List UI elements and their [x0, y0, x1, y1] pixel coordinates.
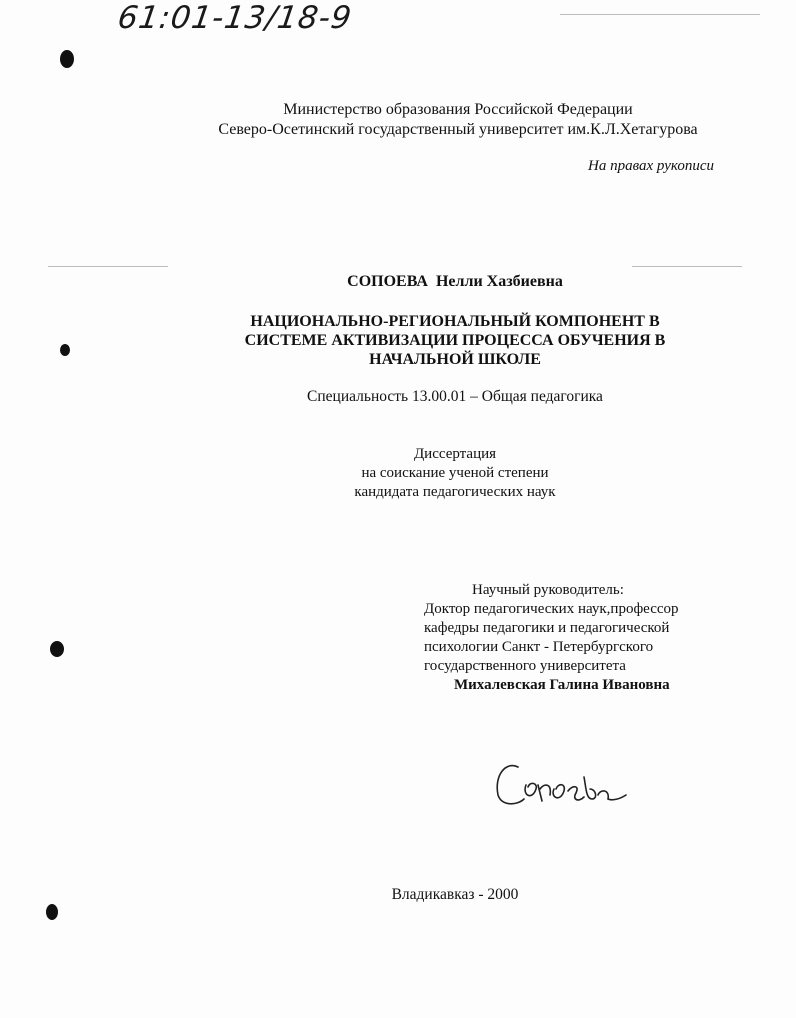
rights-note: На правах рукописи: [588, 158, 714, 174]
binding-hole-mark: [60, 50, 74, 68]
scan-artifact-line: [632, 266, 742, 267]
city-year: Владикавказ - 2000: [391, 886, 519, 903]
advisor-line: государственного университета: [424, 658, 626, 674]
dissertation-type: [0, 445, 796, 502]
scan-artifact-line: [48, 266, 168, 267]
author-given-names: Нелли Хазбиевна: [435, 273, 563, 290]
title-line: СИСТЕМЕ АКТИВИЗАЦИИ ПРОЦЕССА ОБУЧЕНИЯ В: [244, 332, 666, 349]
author-name: [0, 273, 796, 291]
binding-hole-mark: [46, 904, 58, 920]
binding-hole-mark: [50, 641, 64, 657]
dissertation-line: Диссертация: [413, 446, 497, 462]
specialty: Специальность 13.00.01 – Общая педагогика: [307, 388, 603, 405]
title-line: НАЧАЛЬНОЙ ШКОЛЕ: [369, 351, 541, 368]
scan-artifact-line: [560, 14, 760, 15]
title-line: НАЦИОНАЛЬНО-РЕГИОНАЛЬНЫЙ КОМПОНЕНТ В: [250, 313, 660, 330]
dissertation-line: кандидата педагогических наук: [354, 484, 556, 500]
advisor-line: психологии Санкт - Петербургского: [424, 639, 654, 655]
dissertation-line: на соискание ученой степени: [361, 465, 549, 481]
advisor-line: Доктор педагогических наук,профессор: [424, 601, 679, 617]
dissertation-title: [0, 312, 796, 369]
archive-stamp: 61:01-13/18-9: [115, 0, 355, 36]
author-signature: [488, 755, 638, 815]
ministry-name: Министерство образования Российской Федерации: [283, 101, 633, 118]
institution-header: [0, 100, 796, 140]
university-name: Северо-Осетинский государственный университет им.К.Л.Хетагурова: [218, 121, 698, 138]
advisor-name: Михалевская Галина Ивановна: [454, 677, 670, 693]
advisor-line: кафедры педагогики и педагогической: [424, 620, 670, 636]
scientific-advisor: [424, 581, 679, 695]
author-surname: СОПОЕВА: [347, 273, 428, 290]
advisor-heading: Научный руководитель:: [472, 582, 624, 598]
